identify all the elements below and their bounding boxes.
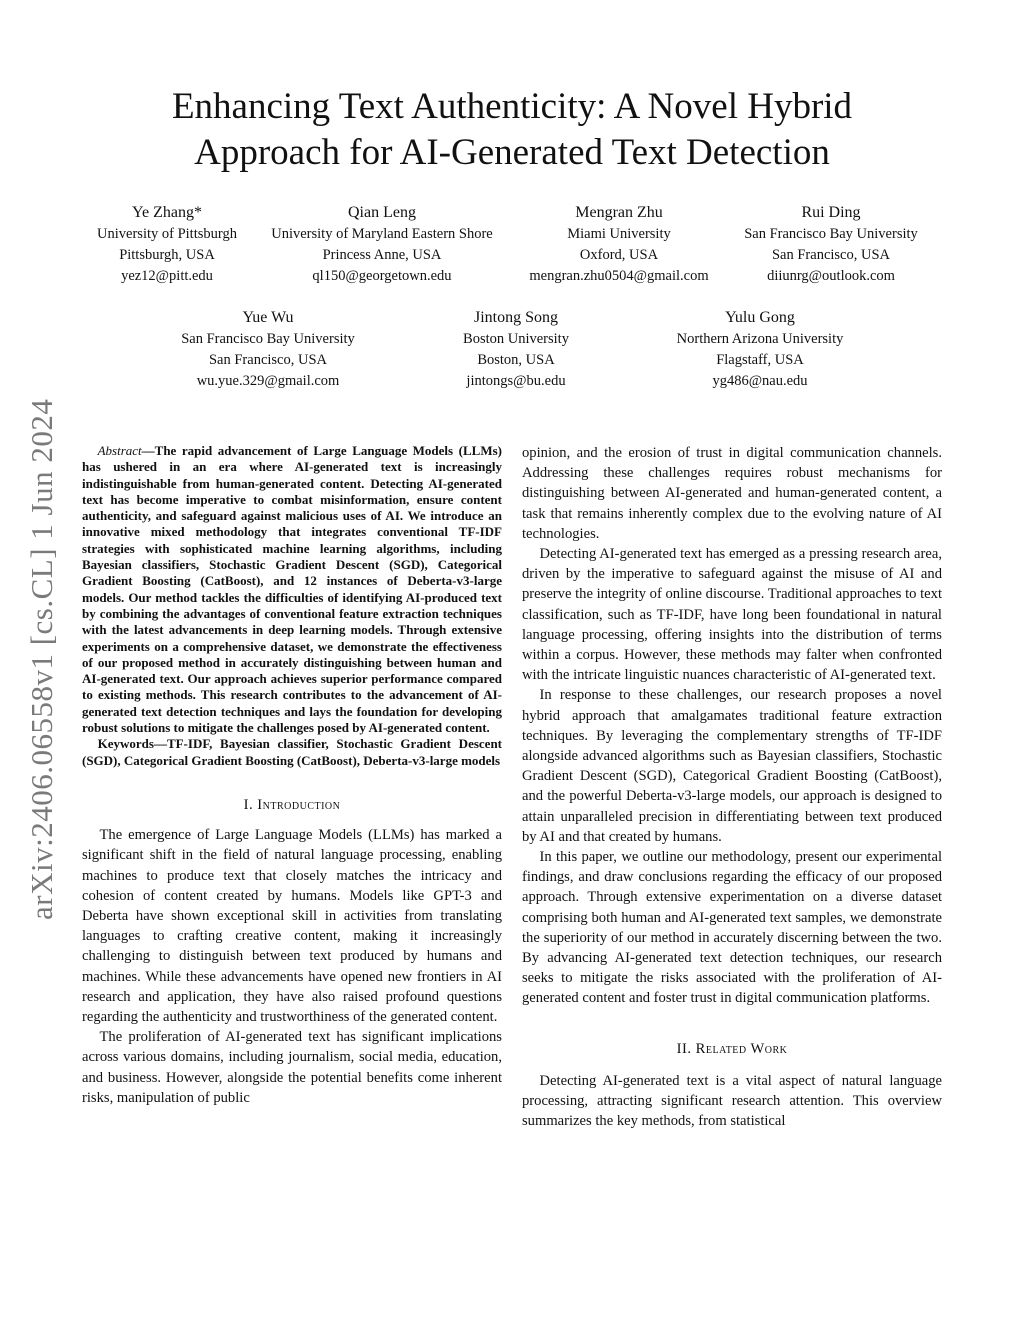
author-name: Jintong Song bbox=[473, 309, 558, 326]
author-name: Yue Wu bbox=[242, 309, 294, 326]
author-block bbox=[162, 307, 374, 392]
title-line-2: Approach for AI-Generated Text Detection bbox=[194, 132, 830, 173]
paragraph: opinion, and the erosion of trust in digital communication channels. Addressing these challenges requires robust mechanisms for distinguishing between AI-generated and human-generated content, a task that remains inherently complex due to the evolving nature of AI technologies. bbox=[522, 445, 942, 542]
author-email: mengran.zhu0504@gmail.com bbox=[529, 268, 709, 284]
author-affiliation: University of Pittsburgh bbox=[97, 226, 237, 242]
title-line-1: Enhancing Text Authenticity: A Novel Hybrid bbox=[171, 86, 853, 127]
author-name: Mengran Zhu bbox=[575, 204, 663, 221]
author-email: yez12@pitt.edu bbox=[121, 268, 213, 284]
keywords-text: —TF-IDF, Bayesian classifier, Stochastic Gradient Descent (SGD), Categorical Gradient Boosting (CatBoost), Deberta-v3-large models bbox=[82, 736, 502, 768]
section-number: I. bbox=[243, 796, 258, 813]
left-column bbox=[82, 443, 502, 1108]
paragraph: Detecting AI-generated text has emerged as a pressing research area, driven by the imperative to safeguard against the misuse of AI and preserve the integrity of online discourse. Traditional approaches to text classification, such as TF-IDF, have long been foundational in natural language processing, offering insights into the distribution of terms within a corpus. However, these methods may falter when confronted with the intricate linguistic nuances characteristic of AI-generated text. bbox=[522, 546, 942, 684]
author-name: Rui Ding bbox=[801, 204, 861, 221]
author-location: Oxford, USA bbox=[579, 247, 659, 263]
abstract bbox=[82, 443, 502, 736]
author-affiliation: San Francisco Bay University bbox=[744, 226, 918, 242]
keywords bbox=[82, 736, 502, 769]
section-heading-introduction bbox=[82, 795, 502, 815]
author-location: Flagstaff, USA bbox=[716, 352, 804, 368]
paragraph: Detecting AI-generated text is a vital aspect of natural language processing, attracting significant research attention. This overview summarizes the key methods, from statistical bbox=[522, 1072, 942, 1130]
author-email: ql150@georgetown.edu bbox=[312, 268, 452, 284]
author-block bbox=[426, 307, 606, 392]
author-email: jintongs@bu.edu bbox=[466, 373, 566, 389]
section-heading-related-work bbox=[522, 1039, 942, 1059]
author-location: Pittsburgh, USA bbox=[119, 247, 215, 263]
paper-title bbox=[62, 84, 962, 176]
author-block bbox=[84, 202, 250, 287]
author-email: diiunrg@outlook.com bbox=[767, 268, 895, 284]
abstract-text: —The rapid advancement of Large Language Models (LLMs) has ushered in an era where AI-generated text is increasingly indistinguishable from human-generated content. Detecting AI-generated text has become imperative to combat misinformation, ensure content authenticity, and safeguard against malicious uses of AI. We introduce an innovative mixed methodology that integrates conventional TF-IDF strategies with sophisticated machine learning algorithms, including Bayesian classifiers, Stochastic Gradient Descent (SGD), Categorical Gradient Boosting (CatBoost), and 12 instances of Deberta-v3-large models. Our method tackles the difficulties of identifying AI-produced text by combining the advantages of conventional feature extraction techniques with the latest advancements in deep learning models. Through extensive experiments on a comprehensive dataset, we demonstrate the effectiveness of our proposed method in accurately distinguishing between human and AI-generated text. Our approach achieves superior performance compared to existing methods. This research contributes to the advancement of AI-generated text detection techniques and lays the foundation for developing robust solutions to mitigate the challenges posed by AI-generated content. bbox=[82, 443, 502, 736]
author-name: Yulu Gong bbox=[725, 309, 795, 326]
author-name: Ye Zhang* bbox=[132, 204, 202, 221]
arxiv-identifier: arXiv:2406.06558v1 [cs.CL] 1 Jun 2024 bbox=[24, 398, 59, 920]
author-location: San Francisco, USA bbox=[208, 352, 327, 368]
section-title: Related Work bbox=[695, 1040, 788, 1057]
author-email: yg486@nau.edu bbox=[712, 373, 808, 389]
abstract-label: Abstract bbox=[97, 443, 142, 458]
author-affiliation: San Francisco Bay University bbox=[181, 331, 355, 347]
author-affiliation: University of Maryland Eastern Shore bbox=[271, 226, 493, 242]
author-email: wu.yue.329@gmail.com bbox=[196, 373, 340, 389]
author-location: San Francisco, USA bbox=[771, 247, 890, 263]
author-location: Princess Anne, USA bbox=[322, 247, 442, 263]
right-column bbox=[522, 443, 942, 1132]
section-number: II. bbox=[676, 1040, 696, 1057]
paragraph: In response to these challenges, our research proposes a novel hybrid approach that amalgamates traditional feature extraction techniques. By leveraging the complementary strengths of TF-IDF alongside advanced algorithms such as Bayesian classifiers, Stochastic Gradient Descent (SGD), Categorical Gradient Boosting (CatBoost), and the powerful Deberta-v3-large models, our approach is designed to attain unparalleled precision in differentiating between text produced by AI and that created by humans. bbox=[522, 687, 942, 845]
author-block bbox=[654, 307, 866, 392]
author-block bbox=[726, 202, 936, 287]
author-affiliation: Boston University bbox=[463, 331, 569, 347]
author-location: Boston, USA bbox=[477, 352, 555, 368]
author-affiliation: Northern Arizona University bbox=[676, 331, 844, 347]
section-title: Introduction bbox=[257, 796, 341, 813]
paragraph: In this paper, we outline our methodology, present our experimental findings, and draw conclusions regarding the efficacy of our proposed approach. Through extensive experimentation on a diverse dataset comprising both human and AI-generated text samples, we demonstrate the superiority of our method in accurately discerning between the two. By advancing AI-generated text detection techniques, our research seeks to mitigate the risks associated with the proliferation of AI-generated content and foster trust in digital communication platforms. bbox=[522, 849, 942, 1007]
author-affiliation: Miami University bbox=[567, 226, 671, 242]
keywords-label: Keywords bbox=[97, 736, 154, 752]
author-name: Qian Leng bbox=[348, 204, 416, 221]
paragraph: The emergence of Large Language Models (LLMs) has marked a significant shift in the field of natural language processing, enabling machines to produce text that closely matches the intricacy and cohesion of content created by humans. Models like GPT-3 and Deberta have shown exceptional skill in activities from translating languages to crafting creative content, making it increasingly challenging to distinguish between text produced by humans and machines. While these advancements have opened new frontiers in AI research and application, they have also raised profound questions regarding the authenticity and trustworthiness of the generated content. bbox=[82, 827, 502, 1025]
author-block bbox=[513, 202, 725, 287]
paragraph: The proliferation of AI-generated text has significant implications across various domains, including journalism, social media, education, and business. However, alongside the potential benefits come inherent risks, manipulation of public bbox=[82, 1029, 502, 1106]
author-block bbox=[251, 202, 513, 287]
